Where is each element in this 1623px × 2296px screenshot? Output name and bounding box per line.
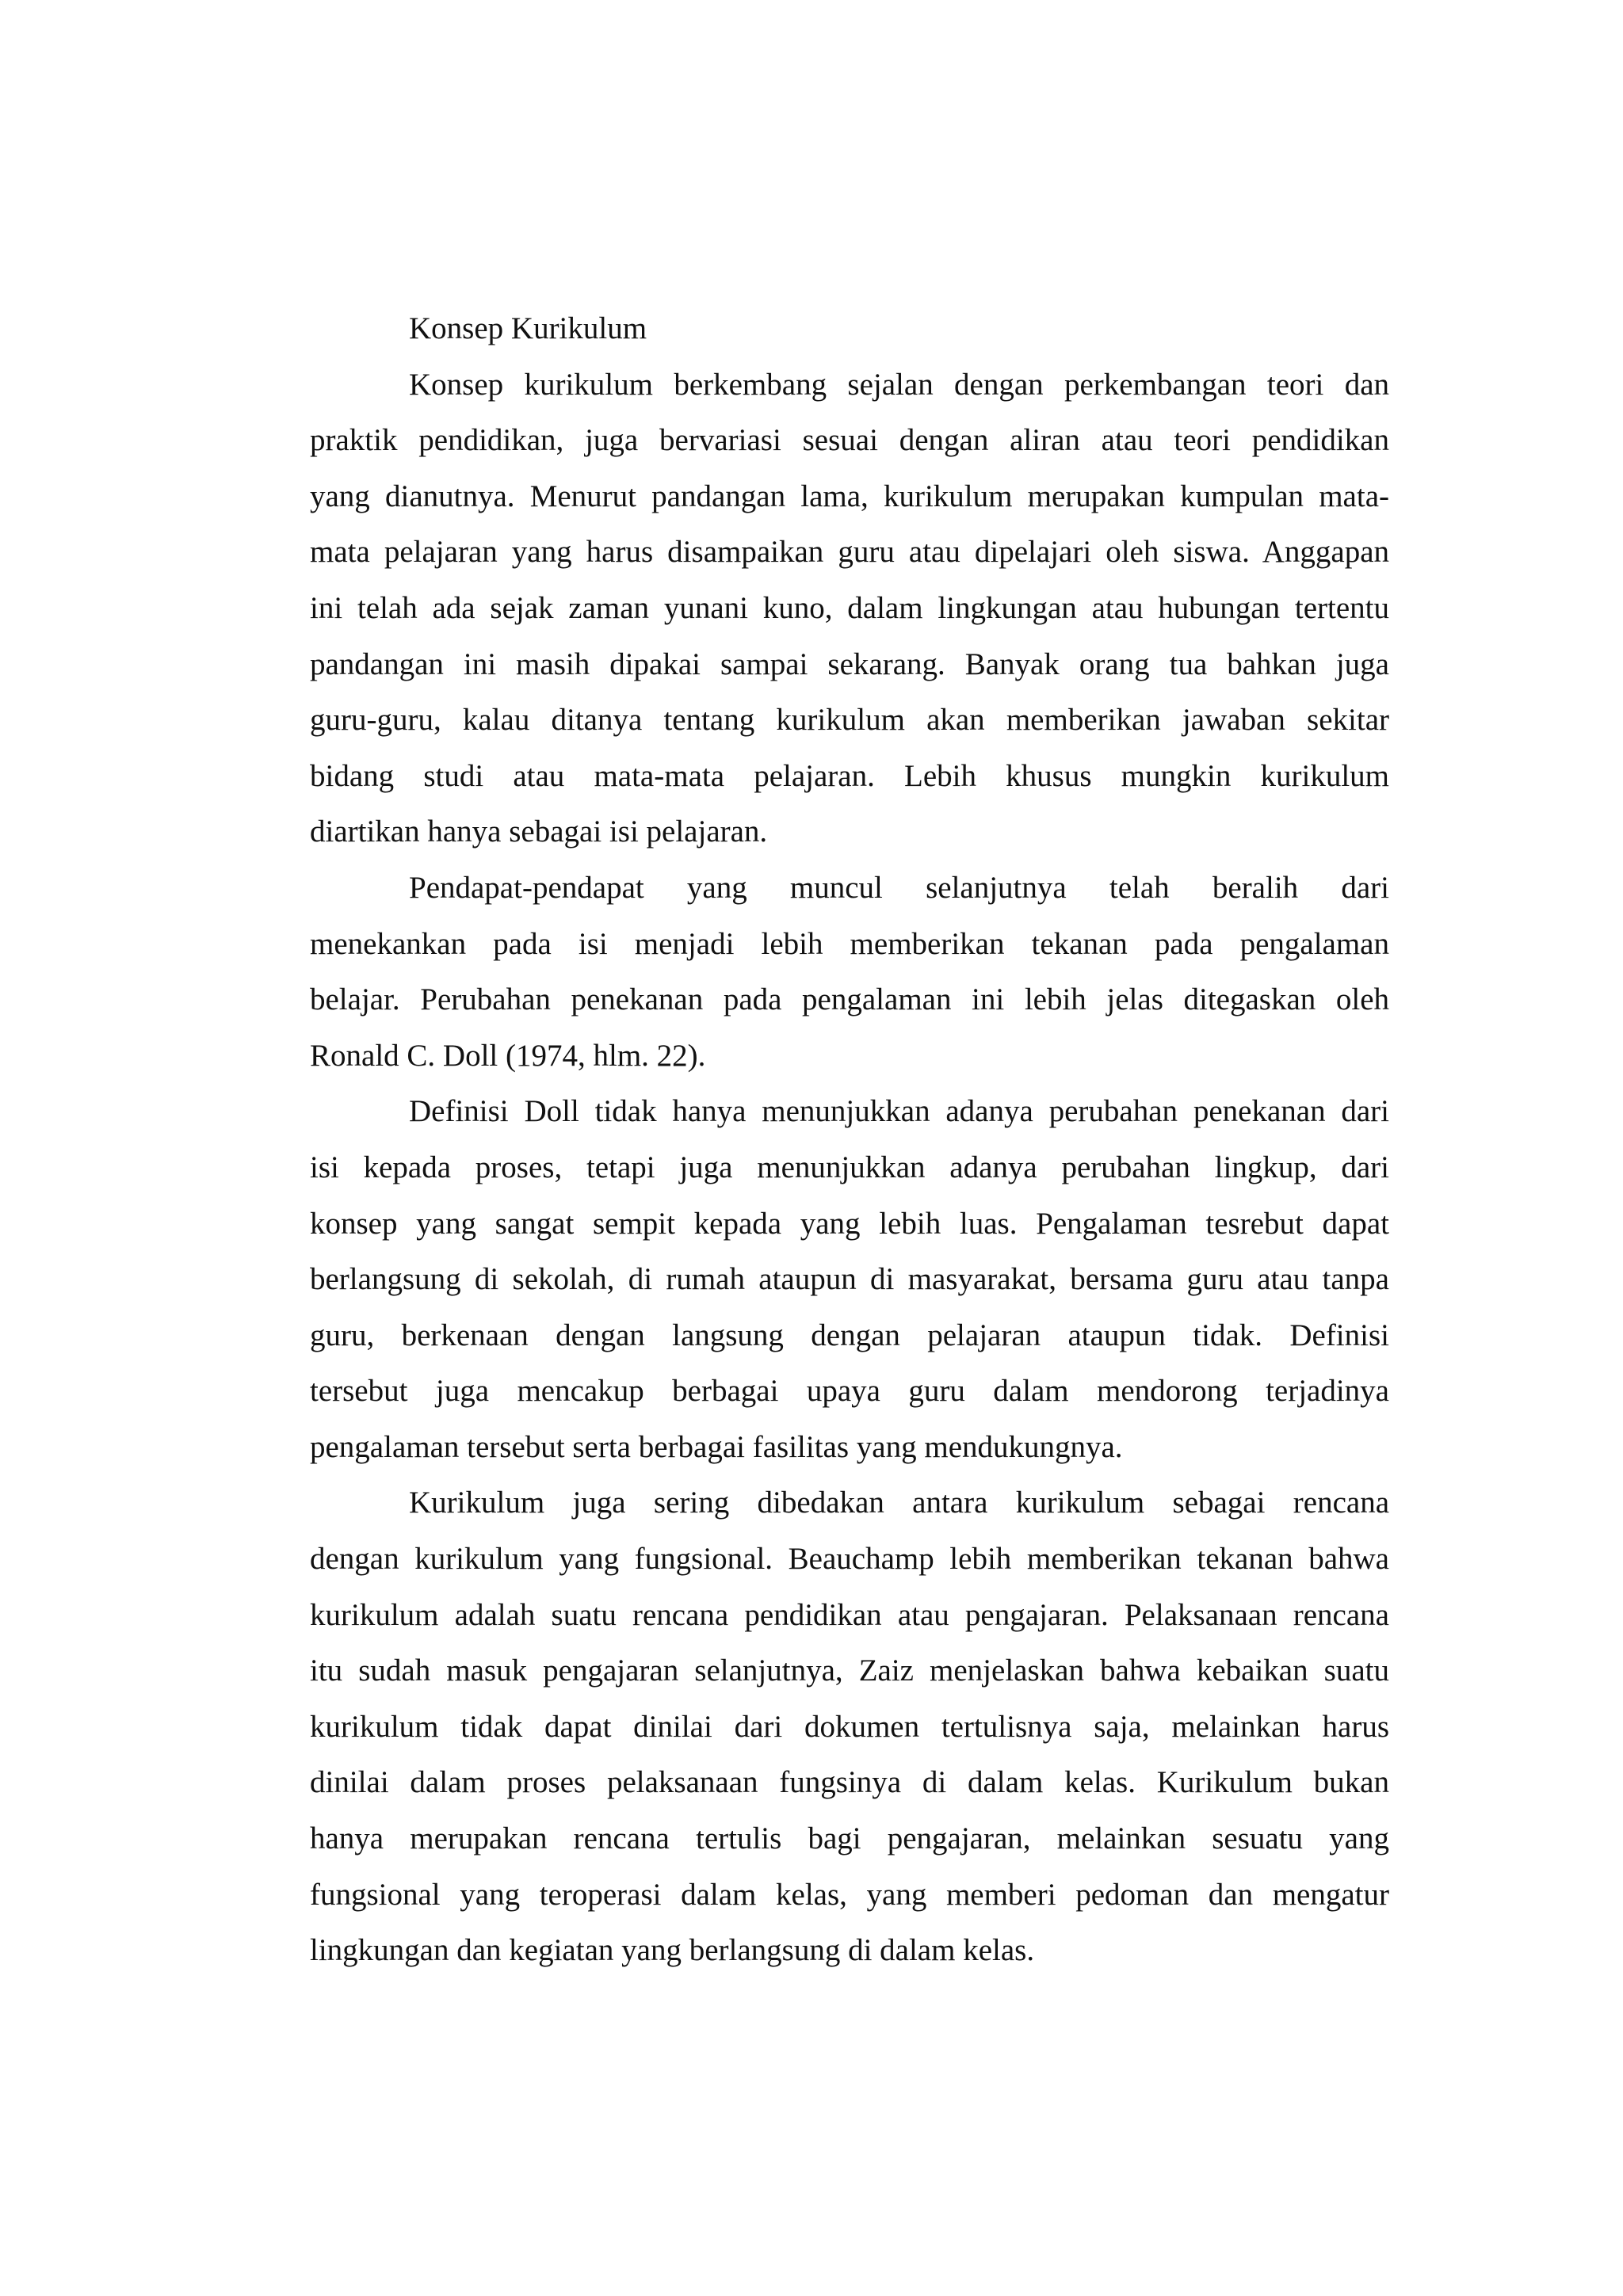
text-line: kurikulum adalah suatu rencana pendidikan atau pengajaran. Pelaksanaan rencana (310, 1597, 1389, 1632)
text-line: Pendapat-pendapat yang muncul selanjutnya telah beralih dari (409, 870, 1389, 905)
text-line: bidang studi atau mata-mata pelajaran. Lebih khusus mungkin kurikulum (310, 758, 1389, 793)
paragraph (310, 357, 1389, 860)
text-line: dengan kurikulum yang fungsional. Beauchamp lebih memberikan tekanan bahwa (310, 1542, 1389, 1577)
paragraph (310, 1084, 1389, 1475)
text-line: Definisi Doll tidak hanya menunjukkan adanya perubahan penekanan dari (409, 1094, 1389, 1129)
text-line: Kurikulum juga sering dibedakan antara kurikulum sebagai rencana (409, 1486, 1389, 1520)
text-line: hanya merupakan rencana tertulis bagi pengajaran, melainkan sesuatu yang (310, 1821, 1389, 1856)
text-line: mata pelajaran yang harus disampaikan guru atau dipelajari oleh siswa. Anggapan (310, 535, 1389, 570)
paragraph (310, 860, 1389, 1084)
text-line: berlangsung di sekolah, di rumah ataupun di masyarakat, bersama guru atau tanpa (310, 1262, 1389, 1297)
text-line: belajar. Perubahan penekanan pada pengalaman ini lebih jelas ditegaskan oleh (310, 982, 1389, 1017)
text-line: menekankan pada isi menjadi lebih memberikan tekanan pada pengalaman (310, 926, 1389, 961)
text-line: konsep yang sangat sempit kepada yang lebih luas. Pengalaman tesrebut dapat (310, 1206, 1389, 1241)
text-line: fungsional yang teroperasi dalam kelas, yang memberi pedoman dan mengatur (310, 1877, 1389, 1912)
text-line: pandangan ini masih dipakai sampai sekarang. Banyak orang tua bahkan juga (310, 646, 1389, 681)
text-line: praktik pendidikan, juga bervariasi sesuai dengan aliran atau teori pendidikan (310, 423, 1389, 458)
paragraph (310, 1475, 1389, 1978)
text-line: Konsep kurikulum berkembang sejalan dengan perkembangan teori dan (409, 367, 1389, 402)
text-line: kurikulum tidak dapat dinilai dari dokumen tertulisnya saja, melainkan harus (310, 1709, 1389, 1744)
text-line: Ronald C. Doll (1974, hlm. 22). (310, 1038, 706, 1073)
document-title: Konsep Kurikulum (409, 311, 647, 345)
text-line: pengalaman tersebut serta berbagai fasilitas yang mendukungnya. (310, 1429, 1123, 1464)
text-line: diartikan hanya sebagai isi pelajaran. (310, 814, 768, 849)
text-line: ini telah ada sejak zaman yunani kuno, dalam lingkungan atau hubungan tertentu (310, 590, 1389, 625)
text-line: isi kepada proses, tetapi juga menunjukkan adanya perubahan lingkup, dari (310, 1150, 1389, 1184)
text-line: tersebut juga mencakup berbagai upaya guru dalam mendorong terjadinya (310, 1374, 1389, 1409)
text-line: guru, berkenaan dengan langsung dengan pelajaran ataupun tidak. Definisi (310, 1318, 1389, 1352)
text-line: dinilai dalam proses pelaksanaan fungsinya di dalam kelas. Kurikulum bukan (310, 1765, 1389, 1800)
text-line: itu sudah masuk pengajaran selanjutnya, Zaiz menjelaskan bahwa kebaikan suatu (310, 1653, 1389, 1688)
document-body (310, 301, 1389, 1979)
text-line: yang dianutnya. Menurut pandangan lama, kurikulum merupakan kumpulan mata- (310, 479, 1389, 513)
text-line: lingkungan dan kegiatan yang berlangsung di dalam kelas. (310, 1933, 1035, 1968)
text-line: guru-guru, kalau ditanya tentang kurikulum akan memberikan jawaban sekitar (310, 703, 1389, 738)
